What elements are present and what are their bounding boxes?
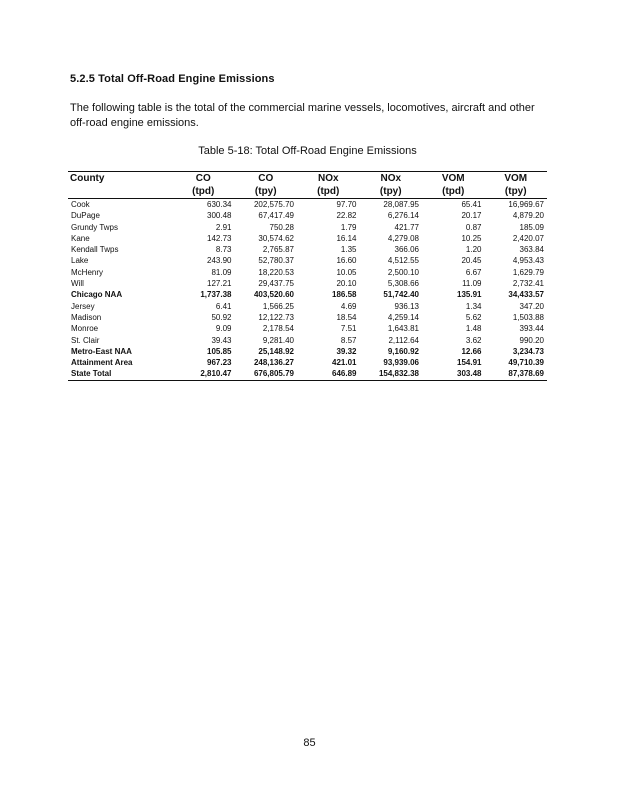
- county-name: Kendall Twps: [71, 245, 119, 255]
- cell-value: 1,737.38: [200, 290, 232, 300]
- cell-value: 2,178.54: [262, 324, 294, 334]
- cell-value: 8.57: [340, 335, 357, 345]
- table-units-row: [68, 185, 547, 199]
- cell-value: 135.91: [457, 290, 482, 300]
- cell-value: 9,281.40: [262, 335, 294, 345]
- cell-value: 1,629.79: [512, 267, 544, 277]
- cell-value: 97.70: [336, 200, 357, 209]
- county-name: Metro-East NAA: [71, 346, 132, 356]
- cell-value: 4,953.43: [512, 256, 544, 266]
- county-name: Madison: [71, 312, 102, 322]
- cell-value: 12.66: [461, 346, 482, 356]
- cell-value: 30,574.62: [258, 233, 294, 243]
- unit-co-tpy: (tpy): [235, 185, 298, 199]
- cell-value: 20.10: [336, 279, 357, 289]
- cell-value: 967.23: [207, 358, 232, 368]
- intro-paragraph: The following table is the total of the commercial marine vessels, locomotives, aircraft and other off-road engine emissions.: [70, 102, 535, 129]
- cell-value: 3.62: [465, 335, 482, 345]
- cell-value: 6.67: [465, 267, 482, 277]
- table-row: [68, 233, 547, 244]
- cell-value: 7.51: [340, 324, 357, 334]
- cell-value: 16.14: [336, 233, 357, 243]
- cell-value: 39.32: [336, 346, 357, 356]
- cell-value: 1,643.81: [387, 324, 419, 334]
- cell-value: 50.92: [211, 312, 232, 322]
- header-nox-tpd: NOx: [297, 172, 360, 186]
- cell-value: 202,575.70: [253, 200, 294, 209]
- county-name: State Total: [68, 368, 172, 380]
- county-name: Will: [71, 279, 84, 289]
- cell-value: 186.58: [332, 290, 357, 300]
- cell-value: 403,520.60: [253, 290, 294, 300]
- cell-value: 676,805.79: [235, 368, 298, 380]
- table-row: [68, 222, 547, 233]
- county-name: Cook: [71, 200, 90, 209]
- county-name: Grundy Twps: [71, 222, 118, 232]
- cell-value: 750.28: [269, 222, 294, 232]
- cell-value: 8.73: [215, 245, 232, 255]
- cell-value: 20.17: [461, 211, 482, 221]
- cell-value: 65.41: [461, 200, 482, 209]
- cell-value: 11.09: [462, 279, 482, 289]
- cell-value: 142.73: [207, 233, 232, 243]
- table-row: [68, 323, 547, 334]
- cell-value: 303.48: [422, 368, 485, 380]
- cell-value: 20.45: [461, 256, 482, 266]
- cell-value: 18.54: [336, 312, 357, 322]
- county-name: DuPage: [71, 211, 100, 221]
- cell-value: 9,160.92: [387, 346, 419, 356]
- table-header-row: [68, 172, 547, 186]
- cell-value: 10.25: [461, 233, 482, 243]
- county-name: Lake: [71, 256, 89, 266]
- unit-co-tpd: (tpd): [172, 185, 235, 199]
- cell-value: 16,969.67: [508, 200, 544, 209]
- county-name: Monroe: [71, 324, 99, 334]
- cell-value: 9.09: [215, 324, 232, 334]
- cell-value: 29,437.75: [258, 279, 294, 289]
- cell-value: 366.06: [394, 245, 419, 255]
- header-co-tpd: CO: [172, 172, 235, 186]
- cell-value: 127.21: [207, 279, 232, 289]
- cell-value: 81.09: [211, 267, 232, 277]
- cell-value: 5,308.66: [387, 279, 419, 289]
- cell-value: 990.20: [519, 335, 544, 345]
- cell-value: 16.60: [336, 256, 357, 266]
- cell-value: 18,220.53: [258, 267, 294, 277]
- cell-value: 2,500.10: [387, 267, 419, 277]
- cell-value: 1,503.88: [512, 312, 544, 322]
- cell-value: 630.34: [207, 200, 232, 209]
- cell-value: 22.82: [336, 211, 357, 221]
- table-row: [68, 301, 547, 312]
- cell-value: 1.48: [465, 324, 482, 334]
- cell-value: 49,710.39: [508, 358, 544, 368]
- cell-value: 1,566.25: [262, 301, 294, 311]
- cell-value: 363.84: [519, 245, 544, 255]
- cell-value: 185.09: [519, 222, 544, 232]
- cell-value: 0.87: [465, 222, 482, 232]
- cell-value: 4.69: [340, 301, 357, 311]
- county-name: Attainment Area: [71, 358, 133, 368]
- table-caption: Table 5-18: Total Off-Road Engine Emissions: [198, 145, 417, 157]
- cell-value: 4,512.55: [387, 256, 419, 266]
- table-row: [68, 199, 547, 211]
- cell-value: 4,279.08: [387, 233, 419, 243]
- cell-value: 300.48: [207, 211, 232, 221]
- cell-value: 10.05: [336, 267, 357, 277]
- table-row: [68, 335, 547, 346]
- table-row: [68, 267, 547, 278]
- header-vom-tpy: VOM: [485, 172, 548, 186]
- cell-value: 5.62: [465, 312, 482, 322]
- cell-value: 421.77: [394, 222, 419, 232]
- cell-value: 2,420.07: [512, 233, 544, 243]
- cell-value: 39.43: [211, 335, 232, 345]
- cell-value: 67,417.49: [258, 211, 294, 221]
- table-row: [68, 255, 547, 266]
- cell-value: 154.91: [457, 358, 482, 368]
- unit-vom-tpy: (tpy): [485, 185, 548, 199]
- unit-nox-tpd: (tpd): [297, 185, 360, 199]
- table-row: [68, 368, 547, 380]
- unit-vom-tpd: (tpd): [422, 185, 485, 199]
- header-vom-tpd: VOM: [422, 172, 485, 186]
- unit-nox-tpy: (tpy): [360, 185, 423, 199]
- cell-value: 105.85: [207, 346, 232, 356]
- cell-value: 34,433.57: [508, 290, 544, 300]
- cell-value: 4,879.20: [512, 211, 544, 221]
- cell-value: 421.01: [332, 358, 357, 368]
- page-number: 85: [303, 737, 316, 749]
- cell-value: 154,832.38: [360, 368, 423, 380]
- table-row: [68, 312, 547, 323]
- cell-value: 243.90: [207, 256, 232, 266]
- county-name: McHenry: [71, 267, 104, 277]
- county-name: Kane: [71, 233, 90, 243]
- county-name: St. Clair: [71, 335, 100, 345]
- cell-value: 2,765.87: [262, 245, 294, 255]
- cell-value: 1.35: [340, 245, 357, 255]
- cell-value: 3,234.73: [512, 346, 544, 356]
- cell-value: 936.13: [394, 301, 419, 311]
- header-nox-tpy: NOx: [360, 172, 423, 186]
- cell-value: 51,742.40: [383, 290, 419, 300]
- cell-value: 87,378.69: [485, 368, 548, 380]
- cell-value: 2.91: [215, 222, 232, 232]
- cell-value: 12,122.73: [258, 312, 294, 322]
- cell-value: 2,732.41: [512, 279, 544, 289]
- cell-value: 1.20: [465, 245, 482, 255]
- cell-value: 6.41: [215, 301, 232, 311]
- section-heading: 5.2.5 Total Off-Road Engine Emissions: [70, 73, 275, 85]
- county-name: Jersey: [71, 301, 95, 311]
- cell-value: 248,136.27: [253, 358, 294, 368]
- table-row: [68, 346, 547, 357]
- cell-value: 25,148.92: [258, 346, 294, 356]
- table-row: [68, 244, 547, 255]
- cell-value: 93,939.06: [383, 358, 419, 368]
- header-co-tpy: CO: [235, 172, 298, 186]
- cell-value: 6,276.14: [387, 211, 419, 221]
- table-row: [68, 289, 547, 300]
- cell-value: 4,259.14: [387, 312, 419, 322]
- table-body: [68, 199, 547, 381]
- county-name: Chicago NAA: [71, 290, 123, 300]
- cell-value: 2,810.47: [172, 368, 235, 380]
- emissions-table: [68, 171, 547, 381]
- table-row: [68, 210, 547, 221]
- cell-value: 1.34: [465, 301, 482, 311]
- cell-value: 1.79: [340, 222, 357, 232]
- cell-value: 28,087.95: [383, 200, 419, 209]
- cell-value: 2,112.64: [388, 335, 419, 345]
- cell-value: 393.44: [519, 324, 544, 334]
- table-row: [68, 278, 547, 289]
- cell-value: 52,780.37: [258, 256, 294, 266]
- cell-value: 646.89: [297, 368, 360, 380]
- unit-county: [68, 185, 172, 199]
- cell-value: 347.20: [519, 301, 544, 311]
- header-county: County: [68, 172, 172, 186]
- table-row: [68, 357, 547, 368]
